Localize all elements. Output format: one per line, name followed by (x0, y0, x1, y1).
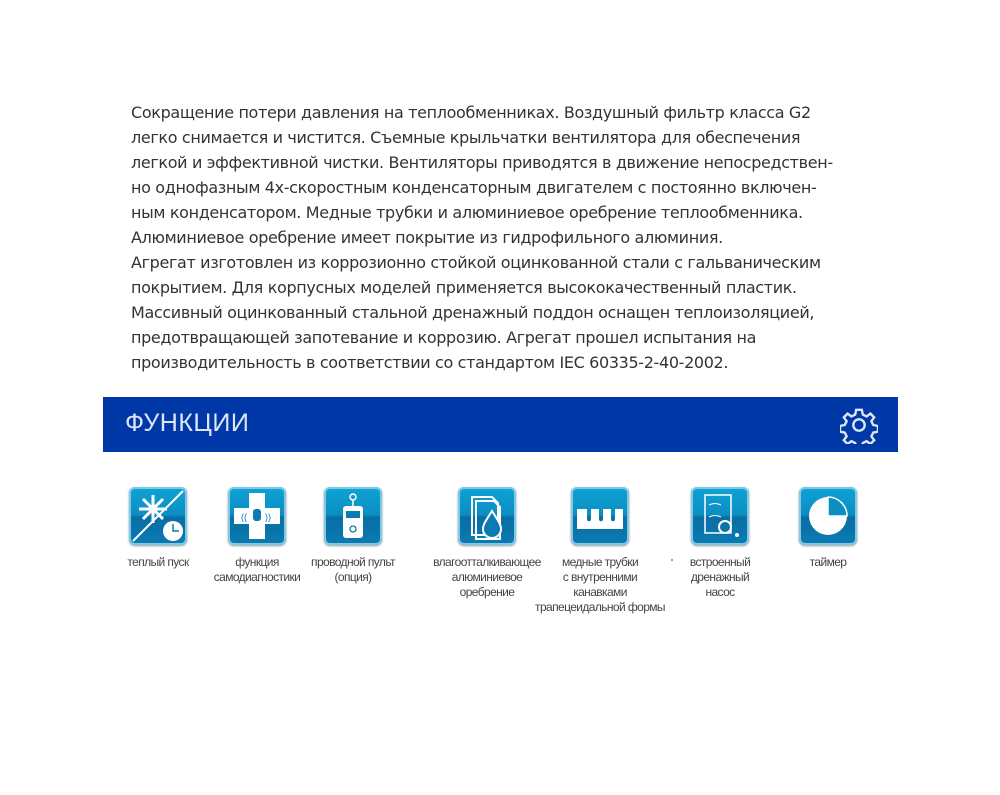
description-text (131, 100, 911, 375)
feature-label: функция самодиагностики (213, 555, 301, 584)
snowflake-clock-icon (129, 487, 187, 545)
feature-label: теплый пуск (127, 555, 189, 569)
gear-icon (840, 406, 878, 444)
description-line: производительность в соответствии со стандартом IEC 60335-2-40-2002. (131, 353, 729, 372)
svg-text:((: (( (241, 512, 247, 522)
feature-label: таймер (809, 555, 847, 569)
wired-remote-icon (324, 487, 382, 545)
description-line: Сокращение потери давления на теплообменниках. Воздушный фильтр класса G2 (131, 103, 811, 122)
feature-label: проводной пульт (опция) (311, 555, 395, 584)
feature-label: встроенный дренажный насос (689, 555, 751, 599)
drain-pump-icon (691, 487, 749, 545)
feature-label: медные трубки с внутренними канавками трапецеидальной формы (535, 555, 665, 614)
description-line: Массивный оцинкованный стальной дренажный поддон оснащен теплоизоляцией, (131, 303, 815, 322)
description-line: ным конденсатором. Медные трубки и алюминиевое оребрение теплообменника. (131, 203, 803, 222)
description-line: легко снимается и чистится. Съемные крыльчатки вентилятора для обеспечения (131, 128, 801, 147)
description-line: легкой и эффективной чистки. Вентиляторы приводятся в движение непосредствен- (131, 153, 833, 172)
grooved-tube-icon (571, 487, 629, 545)
description-line: Агрегат изготовлен из коррозионно стойкой оцинкованной стали с гальваническим (131, 253, 821, 272)
timer-icon (799, 487, 857, 545)
feature-item (753, 487, 903, 570)
description-line: предотвращающей запотевание и коррозию. Агрегат прошел испытания на (131, 328, 757, 347)
description-line: но однофазным 4х-скоростным конденсаторным двигателем с постоянно включен- (131, 178, 817, 197)
description-line: покрытием. Для корпусных моделей применяется высококачественный пластик. (131, 278, 797, 297)
section-title: ФУНКЦИИ (125, 409, 250, 437)
stray-dot (671, 559, 673, 561)
description-line: Алюминиевое оребрение имеет покрытие из гидрофильного алюминия. (131, 228, 723, 247)
feature-label: влагоотталкивающее алюминиевое оребрение (433, 555, 541, 599)
feature-item (278, 487, 428, 585)
svg-text:)): )) (265, 512, 271, 522)
water-drop-fin-icon (458, 487, 516, 545)
section-header (103, 397, 898, 452)
